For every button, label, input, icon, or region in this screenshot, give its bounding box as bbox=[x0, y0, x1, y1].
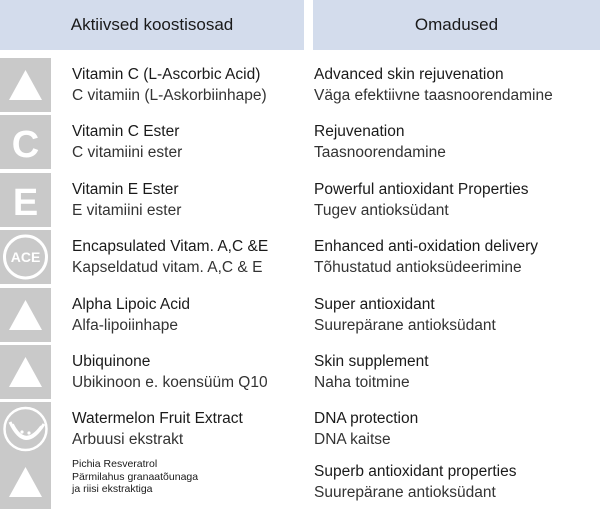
ingredient-name-en: Alpha Lipoic Acid bbox=[72, 296, 191, 313]
property-et: Naha toitmine bbox=[314, 374, 410, 391]
property-en: DNA protection bbox=[314, 410, 419, 427]
header-properties-label: Omadused bbox=[414, 15, 499, 34]
ingredient-name-et-line2: ja riisi ekstraktiga bbox=[72, 483, 153, 495]
table-row bbox=[0, 345, 600, 399]
svg-text:ACE: ACE bbox=[10, 249, 41, 265]
table-row bbox=[0, 288, 600, 342]
ingredient-property bbox=[314, 179, 529, 221]
ingredient-name bbox=[72, 351, 268, 393]
ingredient-property bbox=[314, 461, 517, 503]
table-row bbox=[0, 455, 600, 509]
ingredient-name bbox=[72, 294, 190, 336]
ingredient-name-et: Pärmilahus granaatõunaga bbox=[72, 470, 199, 483]
ingredient-name bbox=[72, 121, 182, 163]
header-ingredients bbox=[0, 0, 304, 50]
property-et: Taasnoorendamine bbox=[314, 144, 446, 161]
letter-c-icon bbox=[0, 115, 51, 169]
ingredient-name-et: C vitamiini ester bbox=[72, 144, 183, 161]
ingredient-name bbox=[72, 408, 243, 450]
property-en: Advanced skin rejuvenation bbox=[314, 66, 504, 83]
property-et: DNA kaitse bbox=[314, 431, 391, 448]
triangle-icon bbox=[0, 288, 51, 342]
table-row bbox=[0, 402, 600, 456]
ingredient-name-en: Ubiquinone bbox=[72, 353, 151, 370]
property-et: Suurepärane antioksüdant bbox=[314, 484, 496, 501]
ingredient-name-et: C vitamiin (L-Askorbiinhape) bbox=[72, 87, 267, 104]
property-et: Tugev antioksüdant bbox=[314, 202, 449, 219]
triangle-icon bbox=[0, 455, 51, 509]
ingredient-name bbox=[72, 179, 181, 221]
triangle-icon bbox=[0, 345, 51, 399]
ingredient-name-en: Vitamin E Ester bbox=[72, 181, 179, 198]
watermelon-icon bbox=[0, 402, 51, 456]
ingredient-name bbox=[72, 236, 268, 278]
svg-text:C: C bbox=[11, 124, 40, 166]
ingredient-property bbox=[314, 408, 418, 450]
ingredient-name-et: Kapseldatud vitam. A,C & E bbox=[72, 259, 263, 276]
ingredient-property bbox=[314, 236, 538, 278]
table-row bbox=[0, 115, 600, 169]
ingredient-name bbox=[72, 458, 198, 496]
property-et: Väga efektiivne taasnoorendamine bbox=[314, 87, 553, 104]
ingredient-name bbox=[72, 64, 267, 106]
header-ingredients-label: Aktiivsed koostisosad bbox=[70, 15, 234, 34]
table-row bbox=[0, 173, 600, 227]
svg-text:E: E bbox=[12, 182, 39, 224]
ingredient-name-en: Encapsulated Vitam. A,C &E bbox=[72, 238, 269, 255]
table-row bbox=[0, 58, 600, 112]
ingredient-name-et: E vitamiini ester bbox=[72, 202, 182, 219]
property-en: Superb antioxidant properties bbox=[314, 463, 517, 480]
ingredient-name-en: Vitamin C (L-Ascorbic Acid) bbox=[72, 66, 261, 83]
ingredient-name-en: Pichia Resveratrol bbox=[72, 458, 158, 470]
table-row bbox=[0, 230, 600, 284]
ingredient-property bbox=[314, 64, 553, 106]
property-et: Suurepärane antioksüdant bbox=[314, 317, 496, 334]
property-en: Powerful antioxidant Properties bbox=[314, 181, 529, 198]
ingredient-name-et: Ubikinoon e. koensüüm Q10 bbox=[72, 374, 268, 391]
ingredient-name-en: Vitamin C Ester bbox=[72, 123, 180, 140]
ingredient-property bbox=[314, 351, 429, 393]
ingredient-property bbox=[314, 121, 446, 163]
triangle-icon bbox=[0, 58, 51, 112]
property-en: Super antioxidant bbox=[314, 296, 435, 313]
property-en: Enhanced anti-oxidation delivery bbox=[314, 238, 539, 255]
ingredient-name-en: Watermelon Fruit Extract bbox=[72, 410, 243, 427]
header-properties bbox=[313, 0, 600, 50]
ingredient-property bbox=[314, 294, 496, 336]
ingredient-name-et: Alfa-lipoiinhape bbox=[72, 317, 178, 334]
letter-e-icon bbox=[0, 173, 51, 227]
property-en: Rejuvenation bbox=[314, 123, 405, 140]
ace-icon bbox=[0, 230, 51, 284]
property-et: Tõhustatud antioksüdeerimine bbox=[314, 259, 522, 276]
ingredient-name-et: Arbuusi ekstrakt bbox=[72, 431, 184, 448]
property-en: Skin supplement bbox=[314, 353, 429, 370]
